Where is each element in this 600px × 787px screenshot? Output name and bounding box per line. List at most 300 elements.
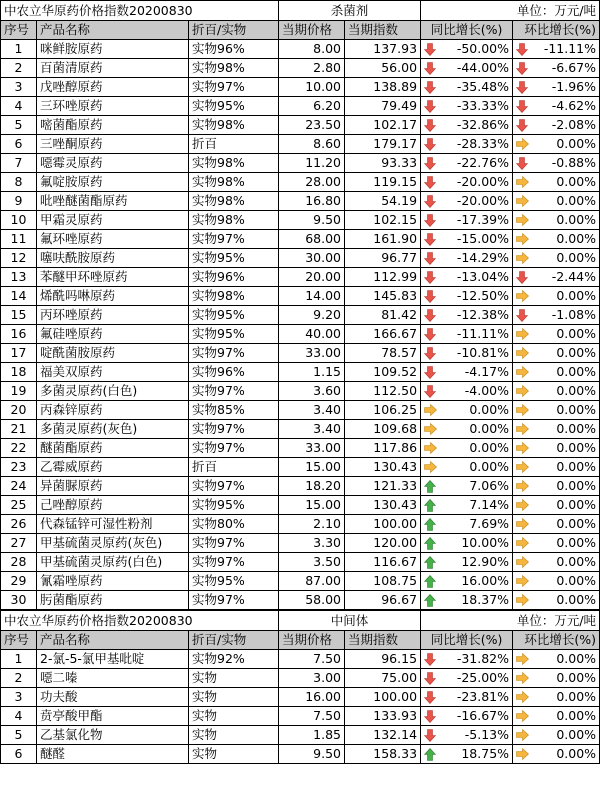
red-down-arrow-icon — [516, 43, 528, 56]
row-number: 7 — [1, 154, 37, 173]
current-price: 3.00 — [279, 669, 345, 688]
product-spec: 实物95% — [189, 572, 279, 591]
yoy-growth-value: -14.29% — [456, 250, 510, 265]
current-price: 15.00 — [279, 458, 345, 477]
orange-right-arrow-icon — [424, 423, 436, 436]
product-spec: 实物 — [189, 726, 279, 745]
yoy-growth — [421, 439, 513, 458]
intermediate-price-table — [0, 610, 600, 764]
current-index: 56.00 — [345, 59, 421, 78]
mom-growth-value: 0.00% — [556, 136, 597, 151]
yoy-growth — [421, 287, 513, 306]
orange-right-arrow-icon — [424, 461, 436, 474]
orange-right-arrow-icon — [516, 499, 528, 512]
current-price: 3.50 — [279, 553, 345, 572]
green-up-arrow-icon — [424, 518, 436, 531]
table-row — [1, 211, 600, 230]
header-no: 序号 — [1, 631, 37, 650]
section-unit: 单位：万元/吨 — [421, 611, 600, 631]
product-spec: 实物97% — [189, 78, 279, 97]
mom-growth-value: 0.00% — [556, 193, 597, 208]
mom-growth — [513, 211, 600, 230]
table-row — [1, 572, 600, 591]
yoy-growth-value: -20.00% — [456, 193, 510, 208]
section-unit: 单位：万元/吨 — [421, 1, 600, 21]
table-row — [1, 306, 600, 325]
product-spec: 实物80% — [189, 515, 279, 534]
current-index: 81.42 — [345, 306, 421, 325]
current-price: 9.50 — [279, 745, 345, 764]
product-name: 多菌灵原药(灰色) — [37, 420, 189, 439]
current-price: 8.00 — [279, 40, 345, 59]
row-number: 22 — [1, 439, 37, 458]
current-price: 6.20 — [279, 97, 345, 116]
table-row — [1, 458, 600, 477]
mom-growth — [513, 534, 600, 553]
table-row — [1, 135, 600, 154]
table-row — [1, 230, 600, 249]
row-number: 9 — [1, 192, 37, 211]
red-down-arrow-icon — [424, 271, 436, 284]
product-spec: 折百 — [189, 458, 279, 477]
yoy-growth — [421, 688, 513, 707]
product-spec: 实物98% — [189, 59, 279, 78]
table-row — [1, 344, 600, 363]
mom-growth-value: 0.00% — [556, 231, 597, 246]
mom-growth-value: -0.88% — [551, 155, 597, 170]
red-down-arrow-icon — [424, 157, 436, 170]
current-price: 11.20 — [279, 154, 345, 173]
table-row — [1, 650, 600, 669]
yoy-growth-value: -23.81% — [456, 689, 510, 704]
yoy-growth — [421, 553, 513, 572]
yoy-growth — [421, 650, 513, 669]
yoy-growth-value: -25.00% — [456, 670, 510, 685]
header-mom: 环比增长(%) — [513, 21, 600, 40]
product-spec: 实物96% — [189, 363, 279, 382]
row-number: 20 — [1, 401, 37, 420]
yoy-growth — [421, 192, 513, 211]
row-number: 4 — [1, 97, 37, 116]
red-down-arrow-icon — [424, 138, 436, 151]
red-down-arrow-icon — [424, 691, 436, 704]
mom-growth-value: 0.00% — [556, 402, 597, 417]
red-down-arrow-icon — [424, 309, 436, 322]
yoy-growth-value: -15.00% — [456, 231, 510, 246]
row-number: 26 — [1, 515, 37, 534]
table-row — [1, 401, 600, 420]
red-down-arrow-icon — [516, 309, 528, 322]
yoy-growth-value: 7.06% — [469, 478, 510, 493]
mom-growth — [513, 496, 600, 515]
section-title: 中农立华原药价格指数20200830 — [1, 1, 279, 21]
header-price: 当期价格 — [279, 21, 345, 40]
mom-growth-value: 0.00% — [556, 554, 597, 569]
product-spec: 实物97% — [189, 591, 279, 610]
header-spec: 折百/实物 — [189, 21, 279, 40]
row-number: 29 — [1, 572, 37, 591]
header-index: 当期指数 — [345, 21, 421, 40]
yoy-growth-value: -5.13% — [464, 727, 510, 742]
current-price: 68.00 — [279, 230, 345, 249]
product-name: 丙森锌原药 — [37, 401, 189, 420]
current-price: 7.50 — [279, 650, 345, 669]
yoy-growth — [421, 116, 513, 135]
yoy-growth — [421, 745, 513, 764]
orange-right-arrow-icon — [516, 710, 528, 723]
orange-right-arrow-icon — [516, 423, 528, 436]
product-name: 三环唑原药 — [37, 97, 189, 116]
table-row — [1, 173, 600, 192]
table-row — [1, 59, 600, 78]
product-spec: 实物97% — [189, 230, 279, 249]
mom-growth — [513, 78, 600, 97]
row-number: 14 — [1, 287, 37, 306]
current-price: 3.40 — [279, 401, 345, 420]
mom-growth — [513, 116, 600, 135]
current-price: 1.85 — [279, 726, 345, 745]
orange-right-arrow-icon — [516, 138, 528, 151]
red-down-arrow-icon — [516, 62, 528, 75]
orange-right-arrow-icon — [516, 347, 528, 360]
mom-growth-value: -2.44% — [551, 269, 597, 284]
current-index: 166.67 — [345, 325, 421, 344]
product-name: 醚菌酯原药 — [37, 439, 189, 458]
yoy-growth — [421, 78, 513, 97]
mom-growth-value: 0.00% — [556, 326, 597, 341]
yoy-growth-value: 0.00% — [469, 402, 510, 417]
header-price: 当期价格 — [279, 631, 345, 650]
yoy-growth — [421, 325, 513, 344]
mom-growth-value: 0.00% — [556, 708, 597, 723]
red-down-arrow-icon — [424, 214, 436, 227]
product-spec: 实物98% — [189, 287, 279, 306]
current-price: 23.50 — [279, 116, 345, 135]
product-name: 三唑酮原药 — [37, 135, 189, 154]
product-name: 醚醛 — [37, 745, 189, 764]
row-number: 19 — [1, 382, 37, 401]
current-price: 28.00 — [279, 173, 345, 192]
current-price: 1.15 — [279, 363, 345, 382]
product-spec: 实物 — [189, 688, 279, 707]
column-header-row — [1, 631, 600, 650]
yoy-growth-value: -32.86% — [456, 117, 510, 132]
yoy-growth — [421, 40, 513, 59]
yoy-growth — [421, 306, 513, 325]
orange-right-arrow-icon — [424, 442, 436, 455]
mom-growth — [513, 192, 600, 211]
mom-growth — [513, 173, 600, 192]
table-row — [1, 591, 600, 610]
current-index: 133.93 — [345, 707, 421, 726]
row-number: 1 — [1, 40, 37, 59]
yoy-growth-value: -16.67% — [456, 708, 510, 723]
table-row — [1, 192, 600, 211]
yoy-growth-value: -31.82% — [456, 651, 510, 666]
mom-growth-value: -2.08% — [551, 117, 597, 132]
product-name: 丙环唑原药 — [37, 306, 189, 325]
mom-growth-value: 0.00% — [556, 592, 597, 607]
red-down-arrow-icon — [424, 653, 436, 666]
mom-growth-value: 0.00% — [556, 288, 597, 303]
current-price: 15.00 — [279, 496, 345, 515]
table-row — [1, 496, 600, 515]
row-number: 4 — [1, 707, 37, 726]
mom-growth — [513, 268, 600, 287]
current-index: 130.43 — [345, 496, 421, 515]
yoy-growth — [421, 707, 513, 726]
orange-right-arrow-icon — [516, 385, 528, 398]
product-name: 代森锰锌可湿性粉剂 — [37, 515, 189, 534]
row-number: 1 — [1, 650, 37, 669]
product-name: 贲亭酸甲酯 — [37, 707, 189, 726]
mom-growth — [513, 572, 600, 591]
red-down-arrow-icon — [424, 252, 436, 265]
current-index: 145.83 — [345, 287, 421, 306]
table-row — [1, 688, 600, 707]
mom-growth — [513, 707, 600, 726]
mom-growth — [513, 650, 600, 669]
mom-growth-value: -1.08% — [551, 307, 597, 322]
yoy-growth — [421, 534, 513, 553]
green-up-arrow-icon — [424, 575, 436, 588]
mom-growth — [513, 97, 600, 116]
current-index: 116.67 — [345, 553, 421, 572]
product-name: 吡唑醚菌酯原药 — [37, 192, 189, 211]
mom-growth-value: 0.00% — [556, 250, 597, 265]
product-spec: 实物95% — [189, 249, 279, 268]
row-number: 18 — [1, 363, 37, 382]
mom-growth-value: 0.00% — [556, 573, 597, 588]
mom-growth — [513, 515, 600, 534]
current-index: 109.68 — [345, 420, 421, 439]
yoy-growth — [421, 496, 513, 515]
product-spec: 折百 — [189, 135, 279, 154]
yoy-growth-value: -13.04% — [456, 269, 510, 284]
header-yoy: 同比增长(%) — [421, 21, 513, 40]
current-index: 109.52 — [345, 363, 421, 382]
orange-right-arrow-icon — [516, 252, 528, 265]
product-spec: 实物98% — [189, 154, 279, 173]
yoy-growth — [421, 268, 513, 287]
green-up-arrow-icon — [424, 499, 436, 512]
row-number: 13 — [1, 268, 37, 287]
mom-growth — [513, 363, 600, 382]
mom-growth — [513, 325, 600, 344]
orange-right-arrow-icon — [516, 290, 528, 303]
row-number: 6 — [1, 745, 37, 764]
table-row — [1, 268, 600, 287]
current-price: 30.00 — [279, 249, 345, 268]
product-name: 福美双原药 — [37, 363, 189, 382]
yoy-growth-value: -35.48% — [456, 79, 510, 94]
orange-right-arrow-icon — [516, 176, 528, 189]
green-up-arrow-icon — [424, 480, 436, 493]
yoy-growth — [421, 591, 513, 610]
orange-right-arrow-icon — [516, 233, 528, 246]
current-price: 7.50 — [279, 707, 345, 726]
yoy-growth — [421, 477, 513, 496]
table-row — [1, 726, 600, 745]
mom-growth-value: -6.67% — [551, 60, 597, 75]
current-price: 2.10 — [279, 515, 345, 534]
mom-growth — [513, 458, 600, 477]
yoy-growth — [421, 154, 513, 173]
yoy-growth-value: -28.33% — [456, 136, 510, 151]
mom-growth-value: 0.00% — [556, 440, 597, 455]
mom-growth-value: 0.00% — [556, 746, 597, 761]
current-index: 96.77 — [345, 249, 421, 268]
product-spec: 实物95% — [189, 306, 279, 325]
yoy-growth — [421, 59, 513, 78]
current-index: 138.89 — [345, 78, 421, 97]
current-index: 120.00 — [345, 534, 421, 553]
row-number: 2 — [1, 669, 37, 688]
yoy-growth — [421, 420, 513, 439]
current-index: 106.25 — [345, 401, 421, 420]
yoy-growth-value: -4.17% — [464, 364, 510, 379]
yoy-growth — [421, 401, 513, 420]
red-down-arrow-icon — [424, 81, 436, 94]
mom-growth — [513, 154, 600, 173]
orange-right-arrow-icon — [516, 214, 528, 227]
yoy-growth — [421, 230, 513, 249]
mom-growth — [513, 669, 600, 688]
product-name: 乙基氯化物 — [37, 726, 189, 745]
product-name: 噻呋酰胺原药 — [37, 249, 189, 268]
yoy-growth-value: 16.00% — [461, 573, 510, 588]
current-index: 100.00 — [345, 515, 421, 534]
yoy-growth-value: 0.00% — [469, 421, 510, 436]
table-row — [1, 154, 600, 173]
table-row — [1, 553, 600, 572]
section-title-row — [1, 1, 600, 21]
product-name: 己唑醇原药 — [37, 496, 189, 515]
red-down-arrow-icon — [424, 43, 436, 56]
product-spec: 实物97% — [189, 477, 279, 496]
current-price: 40.00 — [279, 325, 345, 344]
yoy-growth-value: -17.39% — [456, 212, 510, 227]
red-down-arrow-icon — [424, 729, 436, 742]
yoy-growth — [421, 572, 513, 591]
orange-right-arrow-icon — [516, 480, 528, 493]
orange-right-arrow-icon — [516, 366, 528, 379]
table-row — [1, 287, 600, 306]
product-name: 噁二嗪 — [37, 669, 189, 688]
mom-growth — [513, 230, 600, 249]
current-price: 10.00 — [279, 78, 345, 97]
product-spec: 实物97% — [189, 344, 279, 363]
product-name: 乙霉威原药 — [37, 458, 189, 477]
current-index: 137.93 — [345, 40, 421, 59]
product-name: 氟硅唑原药 — [37, 325, 189, 344]
yoy-growth-value: 18.37% — [461, 592, 510, 607]
row-number: 3 — [1, 688, 37, 707]
current-price: 3.30 — [279, 534, 345, 553]
row-number: 24 — [1, 477, 37, 496]
row-number: 16 — [1, 325, 37, 344]
row-number: 10 — [1, 211, 37, 230]
orange-right-arrow-icon — [516, 594, 528, 607]
current-index: 96.15 — [345, 650, 421, 669]
orange-right-arrow-icon — [516, 404, 528, 417]
yoy-growth-value: 12.90% — [461, 554, 510, 569]
mom-growth — [513, 477, 600, 496]
header-name: 产品名称 — [37, 631, 189, 650]
product-spec: 实物98% — [189, 192, 279, 211]
product-name: 咪鲜胺原药 — [37, 40, 189, 59]
yoy-growth-value: -20.00% — [456, 174, 510, 189]
current-price: 9.20 — [279, 306, 345, 325]
yoy-growth — [421, 515, 513, 534]
yoy-growth-value: 10.00% — [461, 535, 510, 550]
row-number: 15 — [1, 306, 37, 325]
current-price: 16.00 — [279, 688, 345, 707]
mom-growth — [513, 726, 600, 745]
table-row — [1, 97, 600, 116]
yoy-growth — [421, 669, 513, 688]
product-spec: 实物98% — [189, 173, 279, 192]
current-index: 96.67 — [345, 591, 421, 610]
row-number: 11 — [1, 230, 37, 249]
yoy-growth — [421, 344, 513, 363]
orange-right-arrow-icon — [516, 461, 528, 474]
table-row — [1, 515, 600, 534]
current-price: 9.50 — [279, 211, 345, 230]
red-down-arrow-icon — [424, 119, 436, 132]
row-number: 28 — [1, 553, 37, 572]
red-down-arrow-icon — [424, 347, 436, 360]
yoy-growth-value: -50.00% — [456, 41, 510, 56]
yoy-growth-value: -44.00% — [456, 60, 510, 75]
yoy-growth-value: -12.38% — [456, 307, 510, 322]
mom-growth-value: 0.00% — [556, 727, 597, 742]
orange-right-arrow-icon — [516, 442, 528, 455]
yoy-growth-value: 7.69% — [469, 516, 510, 531]
mom-growth-value: 0.00% — [556, 651, 597, 666]
orange-right-arrow-icon — [516, 672, 528, 685]
mom-growth-value: 0.00% — [556, 212, 597, 227]
red-down-arrow-icon — [424, 385, 436, 398]
current-index: 158.33 — [345, 745, 421, 764]
mom-growth-value: 0.00% — [556, 497, 597, 512]
header-index: 当期指数 — [345, 631, 421, 650]
mom-growth — [513, 344, 600, 363]
red-down-arrow-icon — [424, 290, 436, 303]
row-number: 23 — [1, 458, 37, 477]
mom-growth — [513, 135, 600, 154]
product-spec: 实物 — [189, 745, 279, 764]
current-index: 112.50 — [345, 382, 421, 401]
red-down-arrow-icon — [424, 672, 436, 685]
yoy-growth-value: 18.75% — [461, 746, 510, 761]
current-price: 58.00 — [279, 591, 345, 610]
product-spec: 实物96% — [189, 40, 279, 59]
current-index: 112.99 — [345, 268, 421, 287]
product-name: 百菌清原药 — [37, 59, 189, 78]
table-row — [1, 669, 600, 688]
row-number: 8 — [1, 173, 37, 192]
current-index: 130.43 — [345, 458, 421, 477]
current-index: 108.75 — [345, 572, 421, 591]
row-number: 21 — [1, 420, 37, 439]
product-name: 肟菌酯原药 — [37, 591, 189, 610]
yoy-growth — [421, 135, 513, 154]
orange-right-arrow-icon — [516, 328, 528, 341]
yoy-growth-value: -11.11% — [456, 326, 510, 341]
orange-right-arrow-icon — [516, 748, 528, 761]
header-no: 序号 — [1, 21, 37, 40]
